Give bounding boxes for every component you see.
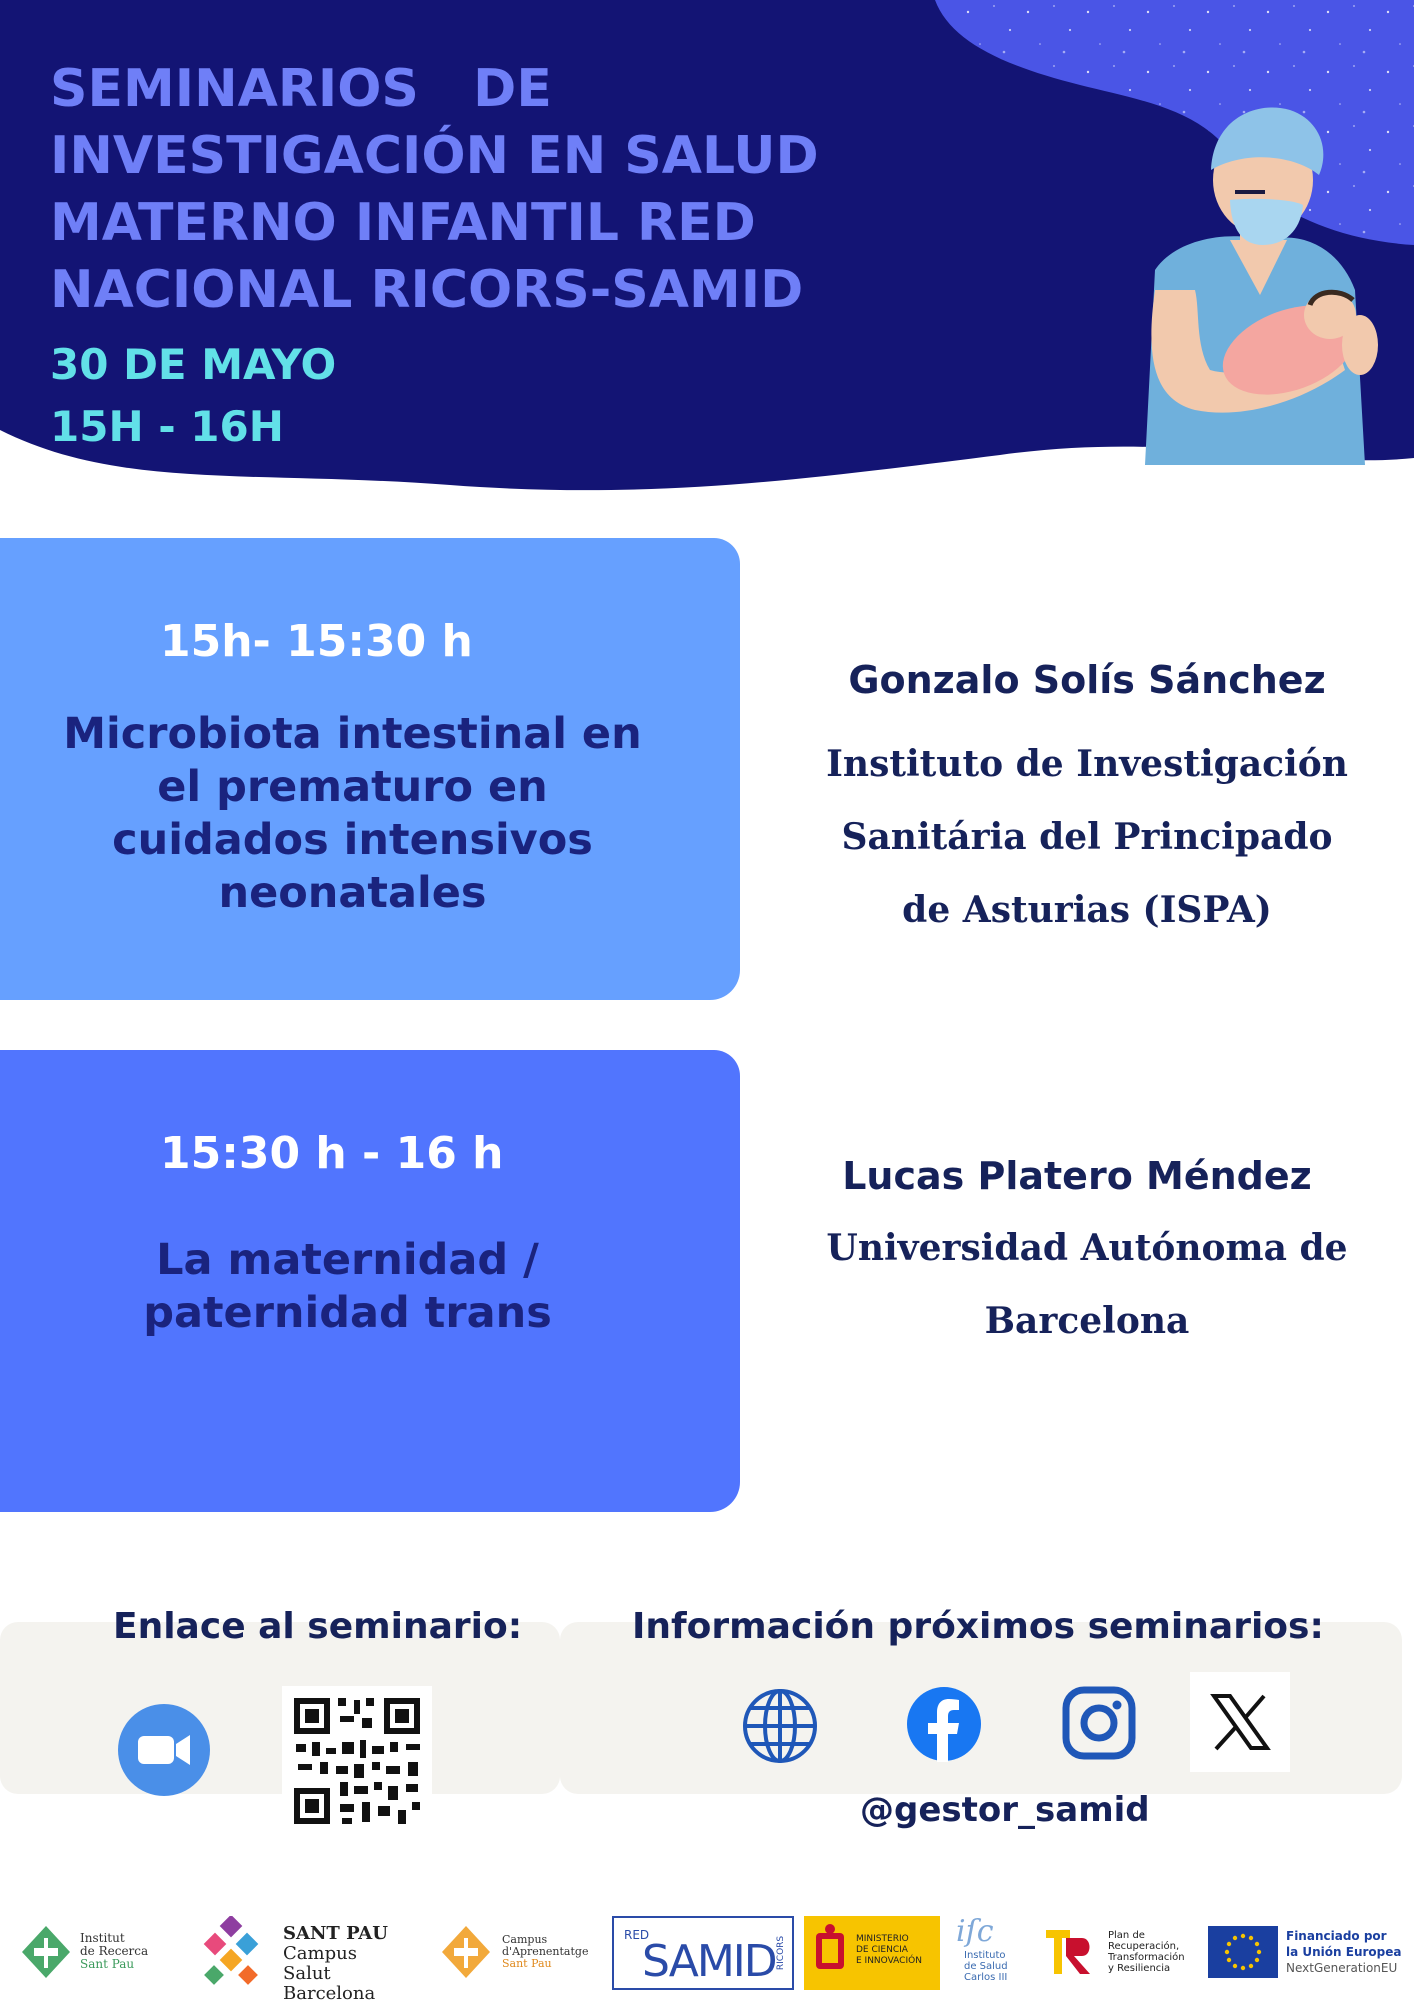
page-title bbox=[50, 56, 910, 324]
globe-icon[interactable] bbox=[740, 1686, 820, 1766]
facebook-icon[interactable] bbox=[906, 1686, 982, 1762]
title-line: NACIONAL RICORS-SAMID bbox=[50, 260, 804, 320]
eu-logo bbox=[1206, 1916, 1410, 1990]
campus-aprenentatge-logo bbox=[440, 1916, 590, 1990]
logo-text: de Recerca bbox=[80, 1944, 149, 1958]
logo-text: RED bbox=[624, 1928, 650, 1942]
speaker-name: Lucas Platero Méndez bbox=[842, 1154, 1312, 1198]
session-time: 15:30 h - 16 h bbox=[160, 1128, 504, 1179]
speaker-block bbox=[760, 658, 1414, 947]
logo-text: Recuperación, bbox=[1108, 1941, 1180, 1952]
logo-text: Instituto bbox=[964, 1950, 1006, 1961]
logo-text: Transformación bbox=[1108, 1952, 1185, 1963]
logo-text: Institut bbox=[80, 1931, 125, 1945]
logo-text: y Resiliencia bbox=[1108, 1963, 1171, 1974]
diamond-mosaic-icon bbox=[195, 1916, 267, 1988]
logo-text: MINISTERIO bbox=[856, 1934, 909, 1944]
logo-text: Campus bbox=[502, 1933, 548, 1946]
logo-text: RICORS bbox=[776, 1935, 787, 1971]
logo-text: d'Aprenentatge bbox=[502, 1945, 589, 1958]
santpau-campus-logo bbox=[195, 1916, 405, 2000]
irsp-logo bbox=[20, 1916, 160, 1990]
ministerio-logo bbox=[804, 1916, 940, 1990]
logo-text: Barcelona bbox=[283, 1983, 376, 2000]
eu-flag-icon bbox=[1208, 1926, 1278, 1978]
institution-line: Instituto de Investigación bbox=[826, 743, 1348, 785]
logo-text: SANT PAU bbox=[283, 1923, 388, 1944]
logo-text: Financiado por bbox=[1286, 1929, 1387, 1943]
event-time: 15H - 16H bbox=[50, 402, 284, 451]
logo-text: la Unión Europea bbox=[1286, 1945, 1402, 1959]
session-time: 15h- 15:30 h bbox=[160, 616, 473, 667]
samid-logo bbox=[612, 1916, 794, 1990]
session-topic: Microbiota intestinal en el prematuro en cuidados intensivos neonatales bbox=[63, 709, 642, 918]
zoom-icon[interactable] bbox=[118, 1704, 210, 1796]
logo-text: NextGenerationEU bbox=[1286, 1961, 1398, 1975]
institution-line: Sanitária del Principado bbox=[841, 816, 1333, 858]
speaker-block bbox=[760, 1154, 1414, 1358]
title-line: SEMINARIOS DE bbox=[50, 59, 552, 119]
qr-code[interactable] bbox=[282, 1686, 432, 1836]
title-line: MATERNO INFANTIL RED bbox=[50, 193, 756, 253]
cross-icon bbox=[440, 1924, 492, 1980]
institution-line: Universidad Autónoma de bbox=[826, 1227, 1348, 1269]
link-band bbox=[0, 1622, 560, 1794]
logo-text: Sant Pau bbox=[502, 1957, 552, 1970]
session-topic: La maternidad / paternidad trans bbox=[143, 1235, 552, 1338]
info-heading: Información próximos seminarios: bbox=[632, 1606, 1324, 1647]
title-line: INVESTIGACIÓN EN SALUD bbox=[50, 126, 819, 186]
logo-text: Sant Pau bbox=[80, 1957, 135, 1971]
speaker-name: Gonzalo Solís Sánchez bbox=[848, 658, 1326, 702]
logo-text: Plan de bbox=[1108, 1930, 1145, 1941]
logo-text: Campus Salut bbox=[283, 1943, 357, 1984]
institution-line: Barcelona bbox=[984, 1300, 1190, 1342]
isciii-mark: iſc bbox=[956, 1914, 994, 1949]
logo-text: de Salud bbox=[964, 1961, 1008, 1972]
logo-text: E INNOVACIÓN bbox=[856, 1956, 922, 1966]
institution-line: de Asturias (ISPA) bbox=[902, 889, 1272, 931]
speaker-institution bbox=[760, 728, 1414, 947]
link-heading: Enlace al seminario: bbox=[113, 1606, 523, 1647]
plan-recuperacion-logo bbox=[1040, 1916, 1200, 1990]
isciii-logo bbox=[950, 1916, 1016, 1990]
speaker-institution bbox=[760, 1212, 1414, 1358]
instagram-icon[interactable] bbox=[1062, 1686, 1136, 1760]
tr-mark-icon bbox=[1042, 1924, 1098, 1980]
x-icon[interactable] bbox=[1190, 1672, 1290, 1772]
event-date: 30 DE MAYO bbox=[50, 340, 337, 389]
cross-icon bbox=[20, 1924, 72, 1980]
social-handle: @gestor_samid bbox=[860, 1790, 1150, 1830]
logo-text: SAMID bbox=[642, 1936, 776, 1987]
logo-text: Carlos III bbox=[964, 1972, 1008, 1983]
nurse-holding-newborn-illustration bbox=[1115, 100, 1405, 470]
coat-of-arms-icon bbox=[810, 1923, 850, 1983]
logo-text: DE CIENCIA bbox=[856, 1945, 908, 1955]
